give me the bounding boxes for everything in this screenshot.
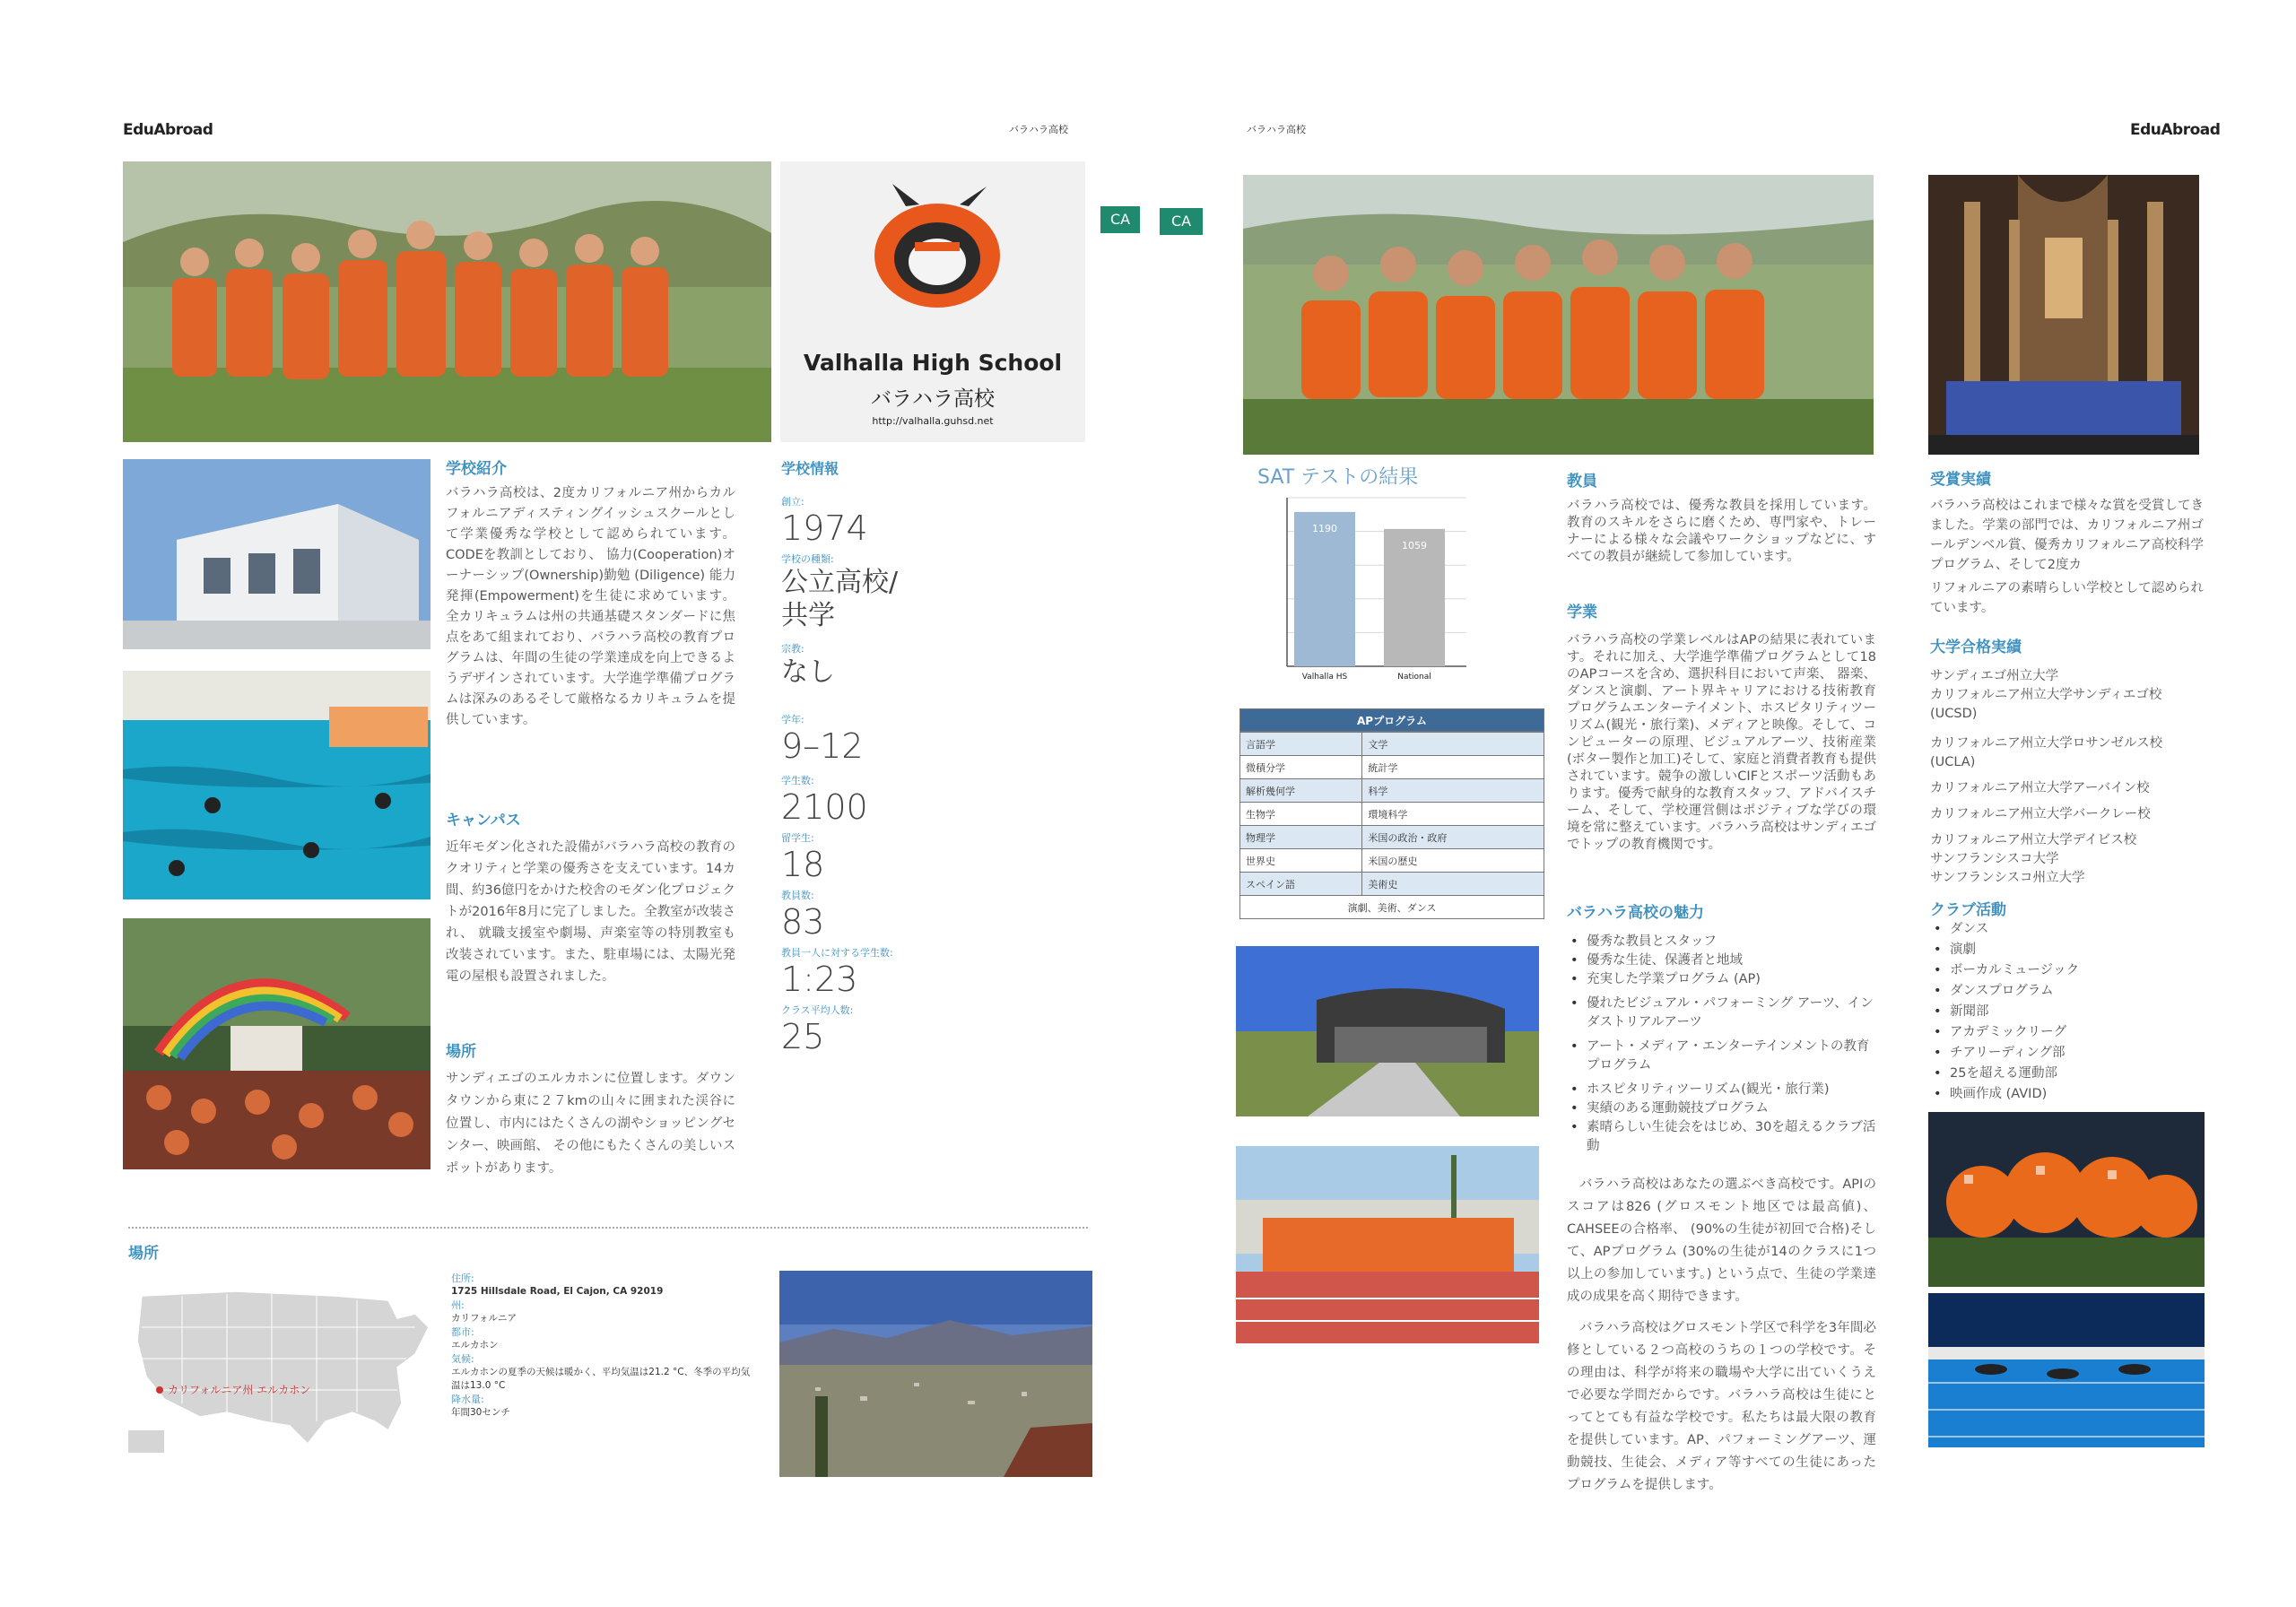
list-item: • 演劇 [1930, 940, 2204, 960]
table-cell: 美術史 [1362, 873, 1544, 896]
el-cajon-landscape-photo [779, 1271, 1092, 1477]
campus-building-photo [123, 459, 430, 649]
table-cell: 微積分学 [1240, 756, 1362, 779]
faculty-title: 教員 [1567, 473, 1597, 491]
soccer-team-photo [1236, 1146, 1539, 1343]
football-team-photo [1928, 1112, 2205, 1287]
school-name-en: Valhalla High School [803, 350, 1063, 376]
stat-label: クラス平均人数: [781, 1004, 854, 1016]
brand-logo-right: EduAbroad [2130, 121, 2221, 139]
school-logo-card [780, 161, 1085, 442]
appeal-title: バラハラ高校の魅力 [1567, 904, 1704, 922]
faculty-section [1567, 468, 1876, 566]
list-item: カリフォルニア州立大学ロサンゼルス校(UCLA) [1930, 736, 2163, 769]
awards-section [1930, 466, 2204, 618]
table-row [1240, 896, 1544, 919]
list-item: • 25を超える運動部 [1930, 1064, 2204, 1084]
table-footer-cell: 演劇、美術、ダンス [1240, 896, 1544, 919]
list-item: • 実績のある運動競技プログラム [1567, 1099, 1876, 1118]
stat-value: 25 [781, 1017, 825, 1056]
address-info [451, 1272, 756, 1420]
appeal-list [1567, 933, 1876, 1156]
table-cell: スペイン語 [1240, 873, 1362, 896]
sat-chart [1247, 462, 1516, 686]
bar-value-label: 1190 [1312, 522, 1337, 534]
academics-text: バラハラ高校の学業レベルはAPの結果に表れています。それに加え、大学進学準備プログラムとして18のAPコースを含め、選択科目において声楽、 器楽、ダンスと演劇、アート界キャリアにおける技術教育プログラムエンターテイメント、ホスピタリティツーリズム(観光・旅行業)、メディアと映像。そして、コンピューターの原理、ビジュアルアーツ、技術産業(ボター製作と加工)そして、家庭と消費者教育も提供されています。競争の激しいCIFとスポーツ活動もあります。優秀で献身的な教育スタッフ、アドバイスチーム、そして、学校運営側はポジティブな学びの環境を常に整えています。バラハラ高校はサンディエゴでトップの教育機関です。 [1567, 633, 1876, 852]
academics-section [1567, 599, 1876, 854]
table-cell: 文学 [1362, 733, 1544, 756]
address-label: 住所: [451, 1273, 474, 1284]
campus-section [446, 807, 735, 987]
climate-value: エルカホンの夏季の天候は暖かく、平均気温は21.2 °C、冬季の平均気温は13.0 °C [451, 1367, 751, 1391]
awards-title: 受賞実績 [1930, 471, 1991, 489]
list-item: • アカデミックリーグ [1930, 1022, 2204, 1043]
cathedral-choir-photo [1928, 175, 2199, 455]
stat-label: 留学生: [781, 832, 814, 844]
map-section-title: 場所 [128, 1245, 159, 1263]
clubs-title: クラブ活動 [1930, 901, 2006, 919]
list-item: サンフランシスコ大学 [1930, 852, 2059, 866]
school-url[interactable]: http://valhalla.guhsd.net [872, 415, 994, 427]
swim-race-photo [1928, 1293, 2205, 1447]
state-value: カリフォルニア [451, 1313, 517, 1324]
appeal-section [1567, 899, 1876, 1497]
list-item: • ホスピタリティツーリズム(観光・旅行業) [1567, 1081, 1876, 1099]
ca-tag-1: CA [1100, 206, 1140, 233]
academics-title: 学業 [1567, 604, 1597, 621]
clubs-section [1930, 897, 2204, 1105]
list-item: • 優秀な生徒、保護者と地域 [1567, 951, 1876, 970]
awards-text-1: バラハラ高校はこれまで様々な賞を受賞してきました。学業の部門では、カリフォルニア州ゴールデンベル賞、優秀カリフォルニア高校科学プログラム、そして2度カ [1930, 499, 2204, 572]
table-cell: 物理学 [1240, 826, 1362, 849]
table-row [1240, 756, 1544, 779]
city-label: 都市: [451, 1326, 474, 1338]
faculty-text: バラハラ高校では、優秀な教員を採用しています。教育のスキルをさらに磨くため、専門家や、トレーナーによる様々な会議やワークショップなどに、すべての教員が継続して参加しています。 [1567, 499, 1876, 564]
bar-value-label: 1059 [1402, 539, 1427, 552]
stat-value: 9–12 [781, 726, 864, 766]
list-item: カリフォルニア州立大学アーバイン校 [1930, 781, 2150, 795]
table-cell: 世界史 [1240, 849, 1362, 873]
x-tick-label: National [1397, 673, 1431, 682]
brand-logo-left: EduAbroad [123, 121, 213, 139]
ap-program-table [1239, 708, 1544, 919]
stat-label: 学年: [781, 714, 804, 725]
boys-track-team-photo [123, 161, 771, 442]
table-row [1240, 849, 1544, 873]
section-divider [128, 1227, 1088, 1229]
stat-label: 宗教: [781, 643, 804, 655]
table-row [1240, 826, 1544, 849]
list-item: • 充実した学業プログラム (AP) [1567, 970, 1876, 989]
list-item: • 新聞部 [1930, 1002, 2204, 1022]
x-tick-label: Valhalla HS [1301, 673, 1348, 682]
map-marker-label: カリフォルニア州 エルカホン [168, 1384, 311, 1396]
table-cell: 言語学 [1240, 733, 1362, 756]
list-item: • ダンスプログラム [1930, 981, 2204, 1002]
list-item: • 優秀な教員とスタッフ [1567, 933, 1876, 951]
table-cell: 統計学 [1362, 756, 1544, 779]
school-info-title: 学校情報 [781, 460, 839, 477]
list-item: • ボーカルミュージック [1930, 960, 2204, 981]
ca-tag-2: CA [1160, 208, 1203, 235]
clubs-list [1930, 919, 2204, 1105]
stat-value: 83 [781, 902, 825, 942]
stadium-building-photo [1236, 946, 1539, 1116]
ap-table-body [1239, 732, 1544, 919]
girls-track-team-photo [1243, 175, 1874, 455]
state-label: 州: [451, 1299, 465, 1311]
list-item: カリフォルニア州立大学バークレー校 [1930, 807, 2151, 821]
list-item: • ダンス [1930, 919, 2204, 940]
city-value: エルカホン [451, 1340, 499, 1351]
campus-title: キャンパス [446, 812, 521, 830]
appeal-paragraph-2: バラハラ高校はグロスモント学区で科学を3年間必修としている２つ高校のうちの１つの学校です。その理由は、科学が将来の職場や大学に出ていくうえで必要な学問だからです。バラハラ高校は生徒にとってとても有益な学校です。私たちは最大限の教育を提供しています。AP、パフォーミングアーツ、運動競技、生徒会、メディア等すべての生徒にあったプログラムを提供します。 [1567, 1321, 1876, 1492]
location-text: サンディエゴのエルカホンに位置します。ダウンタウンから東に２７kmの山々に囲まれた渓谷に位置し、市内にはたくさんの湖やショッピングセンター、映画館、 その他にもたくさんの美しいスポットがあります。 [446, 1072, 735, 1176]
stat-value: 1:23 [781, 960, 858, 999]
list-item: サンディエゴ州立大学 [1930, 669, 2059, 683]
sat-chart-svg [1247, 462, 1516, 686]
stat-value: 18 [781, 845, 825, 884]
table-row [1240, 873, 1544, 896]
rain-label: 降水量: [451, 1394, 484, 1405]
universities-section [1930, 634, 2204, 888]
table-cell: 米国の歴史 [1362, 849, 1544, 873]
list-item: • 優れたビジュアル・パフォーミング アーツ、インダストリアルアーツ [1567, 995, 1876, 1032]
list-item: • チアリーディング部 [1930, 1043, 2204, 1064]
list-item: カリフォルニア州立大学サンディエゴ校(UCSD) [1930, 688, 2162, 721]
table-cell: 解析幾何学 [1240, 779, 1362, 803]
table-cell: 生物学 [1240, 803, 1362, 826]
address-value: 1725 Hillsdale Road, El Cajon, CA 92019 [451, 1286, 664, 1297]
location-title: 場所 [446, 1043, 476, 1061]
students-rainbow-photo [123, 918, 430, 1169]
table-row [1240, 733, 1544, 756]
ap-table-title: APプログラム [1239, 708, 1544, 732]
stat-value: 1974 [781, 508, 868, 548]
school-info-section [781, 457, 952, 1056]
intro-section [446, 456, 735, 731]
list-item: サンフランシスコ州立大学 [1930, 871, 2085, 885]
universities-title: 大学合格実績 [1930, 638, 2022, 656]
table-cell: 環境科学 [1362, 803, 1544, 826]
climate-label: 気候: [451, 1353, 474, 1365]
stat-label: 教員数: [781, 890, 814, 901]
intro-text: バラハラ高校は、2度カリフォルニア州からカルフォルニアディスティングイッシュスクールとして学業優秀な学校として認められています。CODEを教訓としており、 協力(Cooperation)オーナーシップ(Ownership)勤勉 (Diligence) 能力発揮(Empowerment)を生徒に求めています。 全カリキュラムは州の共通基礎スタンダードに焦点をあて組まれており、バラハラ高校の教育プログラムは、年間の生徒の学業達成を向上できるようデザインされています。大学進学準備プログラムは深みのあるそして厳格なるカリキュラムを提供しています。 [446, 486, 735, 727]
list-item: • 素晴らしい生徒会をはじめ、30を超えるクラブ活動 [1567, 1118, 1876, 1156]
bar-valhalla-hs [1294, 512, 1355, 666]
stat-label: 学生数: [781, 775, 814, 786]
swimming-pool-photo [123, 671, 430, 899]
rain-value: 年間30センチ [451, 1407, 510, 1418]
chart-title: SAT テストの結果 [1257, 466, 1419, 489]
table-row [1240, 779, 1544, 803]
stat-label: 創立: [781, 496, 804, 508]
campus-text: 近年モダン化された設備がバラハラ高校の教育のクオリティと学業の優秀さを支えています。14カ間、約36億円をかけた校舎のモダン化プロジェクトが2016年8月に完了しました。全教室が改装され、 就職支援室や劇場、声楽室等の特別教室も改装されています。また、駐車場には、太陽光発電の屋根も設置されました。 [446, 840, 735, 984]
appeal-paragraph-1: バラハラ高校はあなたの選ぶべき高校です。APIのスコアは826 (グロスモント地区では最高値)、CAHSEEの合格率、 (90%の生徒が初回で合格)そして、APプログラム (30%の生徒が14のクラスに1つ以上の参加しています。) という点で、生徒の学業達成の成果を高く期待できます。 [1567, 1177, 1876, 1304]
us-map [128, 1278, 433, 1457]
intro-title: 学校紹介 [446, 460, 507, 478]
list-item: • アート・メディア・エンターテインメントの教育プログラム [1567, 1038, 1876, 1075]
table-row [1240, 803, 1544, 826]
table-cell: 科学 [1362, 779, 1544, 803]
list-item: • 映画作成 (AVID) [1930, 1084, 2204, 1105]
school-name-ja: バラハラ高校 [871, 387, 995, 411]
stat-label: 学校の種類: [781, 553, 834, 565]
table-cell: 米国の政治・政府 [1362, 826, 1544, 849]
location-section [446, 1038, 735, 1180]
viking-logo-icon [852, 179, 1013, 314]
page-header-school-left: バラハラ高校 [1009, 124, 1068, 135]
awards-text-2: リフォルニアの素晴らしい学校として認められています。 [1930, 581, 2204, 615]
list-item: カリフォルニア州立大学デイビス校 [1930, 833, 2137, 847]
stat-value: 2100 [781, 787, 868, 827]
stat-value: 公立高校/共学 [781, 567, 899, 631]
page-header-school-right: バラハラ高校 [1247, 124, 1306, 135]
stat-value: なし [781, 656, 835, 688]
stat-label: 教員一人に対する学生数: [781, 947, 893, 959]
